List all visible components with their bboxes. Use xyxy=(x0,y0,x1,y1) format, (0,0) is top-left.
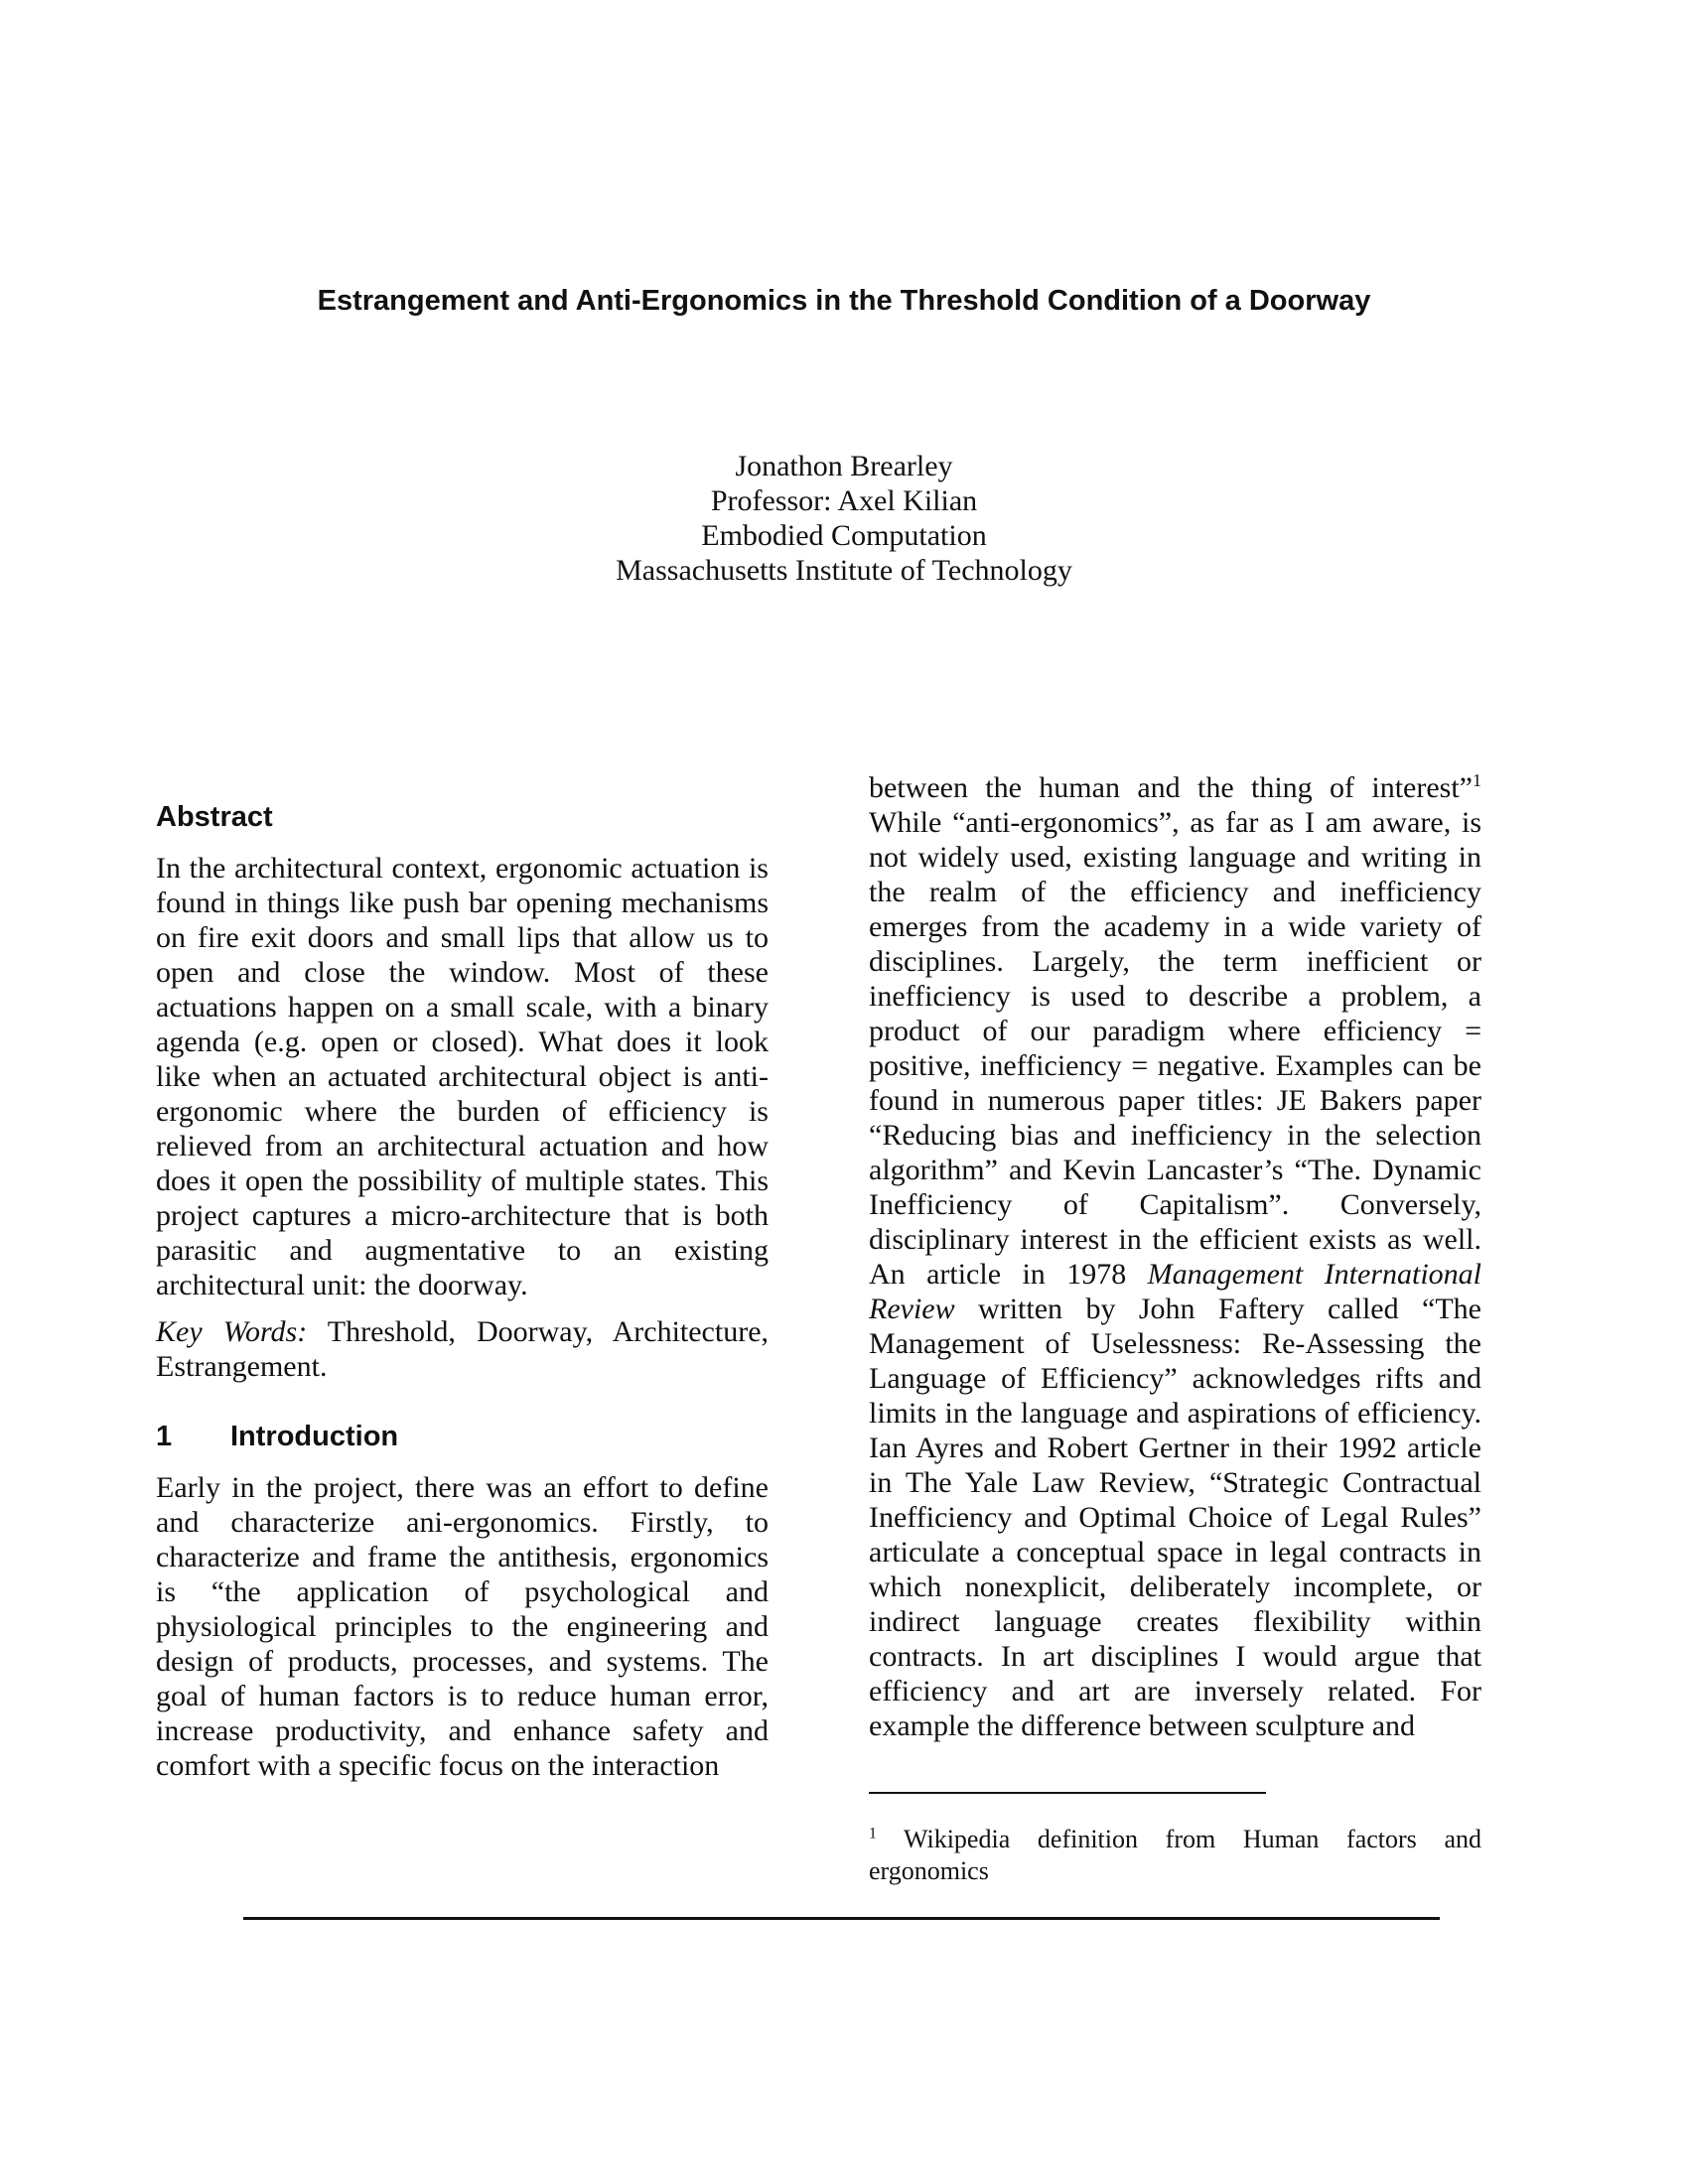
section-number: 1 xyxy=(156,1421,173,1452)
body-text-part-2: While “anti-ergonomics”, as far as I am aware, is not widely used, existing language and writing in the realm of the efficiency and inefficiency emerges from the academy in a wide variety of disciplines. Largely, the term inefficient or inefficiency is used to describe a problem, a product of our paradigm where efficiency = positive, inefficiency = negative. Examples can be found in numerous paper titles: JE Bakers paper “Reducing bias and inefficiency in the selection algorithm” and Kevin Lancaster’s “The. Dynamic Inefficiency of Capitalism”. Conversely, disciplinary interest in the efficient exists as well. An article in 1978 xyxy=(869,806,1481,1291)
footnote-divider xyxy=(869,1792,1266,1794)
abstract-heading: Abstract xyxy=(156,801,273,833)
professor-name: Professor: Axel Kilian xyxy=(710,484,978,517)
keywords-label: Key Words: xyxy=(156,1315,308,1348)
right-column xyxy=(869,770,1481,1743)
journal-name: Management International Review xyxy=(869,1258,1481,1325)
author-block xyxy=(447,449,1241,588)
body-text-part-1: between the human and the thing of interest” xyxy=(869,771,1473,804)
body-text-part-3: written by John Faftery called “The Management of Uselessness: Re-Assessing the Language of Efficiency” acknowledges rifts and limits in the language and aspirations of efficiency. Ian Ayres and Robert Gertner in their 1992 article in The Yale Law Review, “Strategic Contractual Inefficiency and Optimal Choice of Legal Rules” articulate a conceptual space in legal contracts in which nonexplicit, deliberately incomplete, or indirect language creates flexibility within contracts. In art disciplines I would argue that efficiency and art are inversely related. For example the difference between sculpture and xyxy=(869,1293,1481,1742)
keywords xyxy=(156,1314,769,1384)
author-name: Jonathon Brearley xyxy=(735,450,953,482)
page-bottom-rule xyxy=(243,1917,1440,1920)
introduction-text: Early in the project, there was an effort to define and characterize ani-ergonomics. Firstly, to characterize and frame the antithesis, ergonomics is “the application of psychological and physiological principles to the engineering and design of products, processes, and systems. The goal of human factors is to reduce human error, increase productivity, and enhance safety and comfort with a specific focus on the interaction xyxy=(156,1471,769,1782)
institution-name: Massachusetts Institute of Technology xyxy=(616,554,1072,587)
left-column xyxy=(156,800,769,1783)
paper-title: Estrangement and Anti-Ergonomics in the Threshold Condition of a Doorway xyxy=(317,285,1371,317)
keywords-list: Threshold, Doorway, Architecture, Estrangement. xyxy=(156,1315,770,1383)
abstract-text: In the architectural context, ergonomic actuation is found in things like push bar opening mechanisms on fire exit doors and small lips that allow us to open and close the window. Most of these actuations happen on a small scale, with a binary agenda (e.g. open or closed). What does it look like when an actuated architectural object is anti-ergonomic where the burden of efficiency is relieved from an architectural actuation and how does it open the possibility of multiple states. This project captures a micro-architecture that is both parasitic and augmentative to an existing architectural unit: the doorway. xyxy=(156,852,769,1301)
introduction-heading xyxy=(156,1420,769,1454)
footnote-reference[interactable]: 1 xyxy=(1473,770,1481,790)
footnote xyxy=(869,1824,1481,1887)
section-title: Introduction xyxy=(230,1421,399,1452)
course-name: Embodied Computation xyxy=(701,519,987,552)
footnote-number: 1 xyxy=(869,1825,877,1843)
right-column-text xyxy=(869,770,1481,1743)
footnote-text: Wikipedia definition from Human factors and ergonomics xyxy=(869,1825,1481,1885)
